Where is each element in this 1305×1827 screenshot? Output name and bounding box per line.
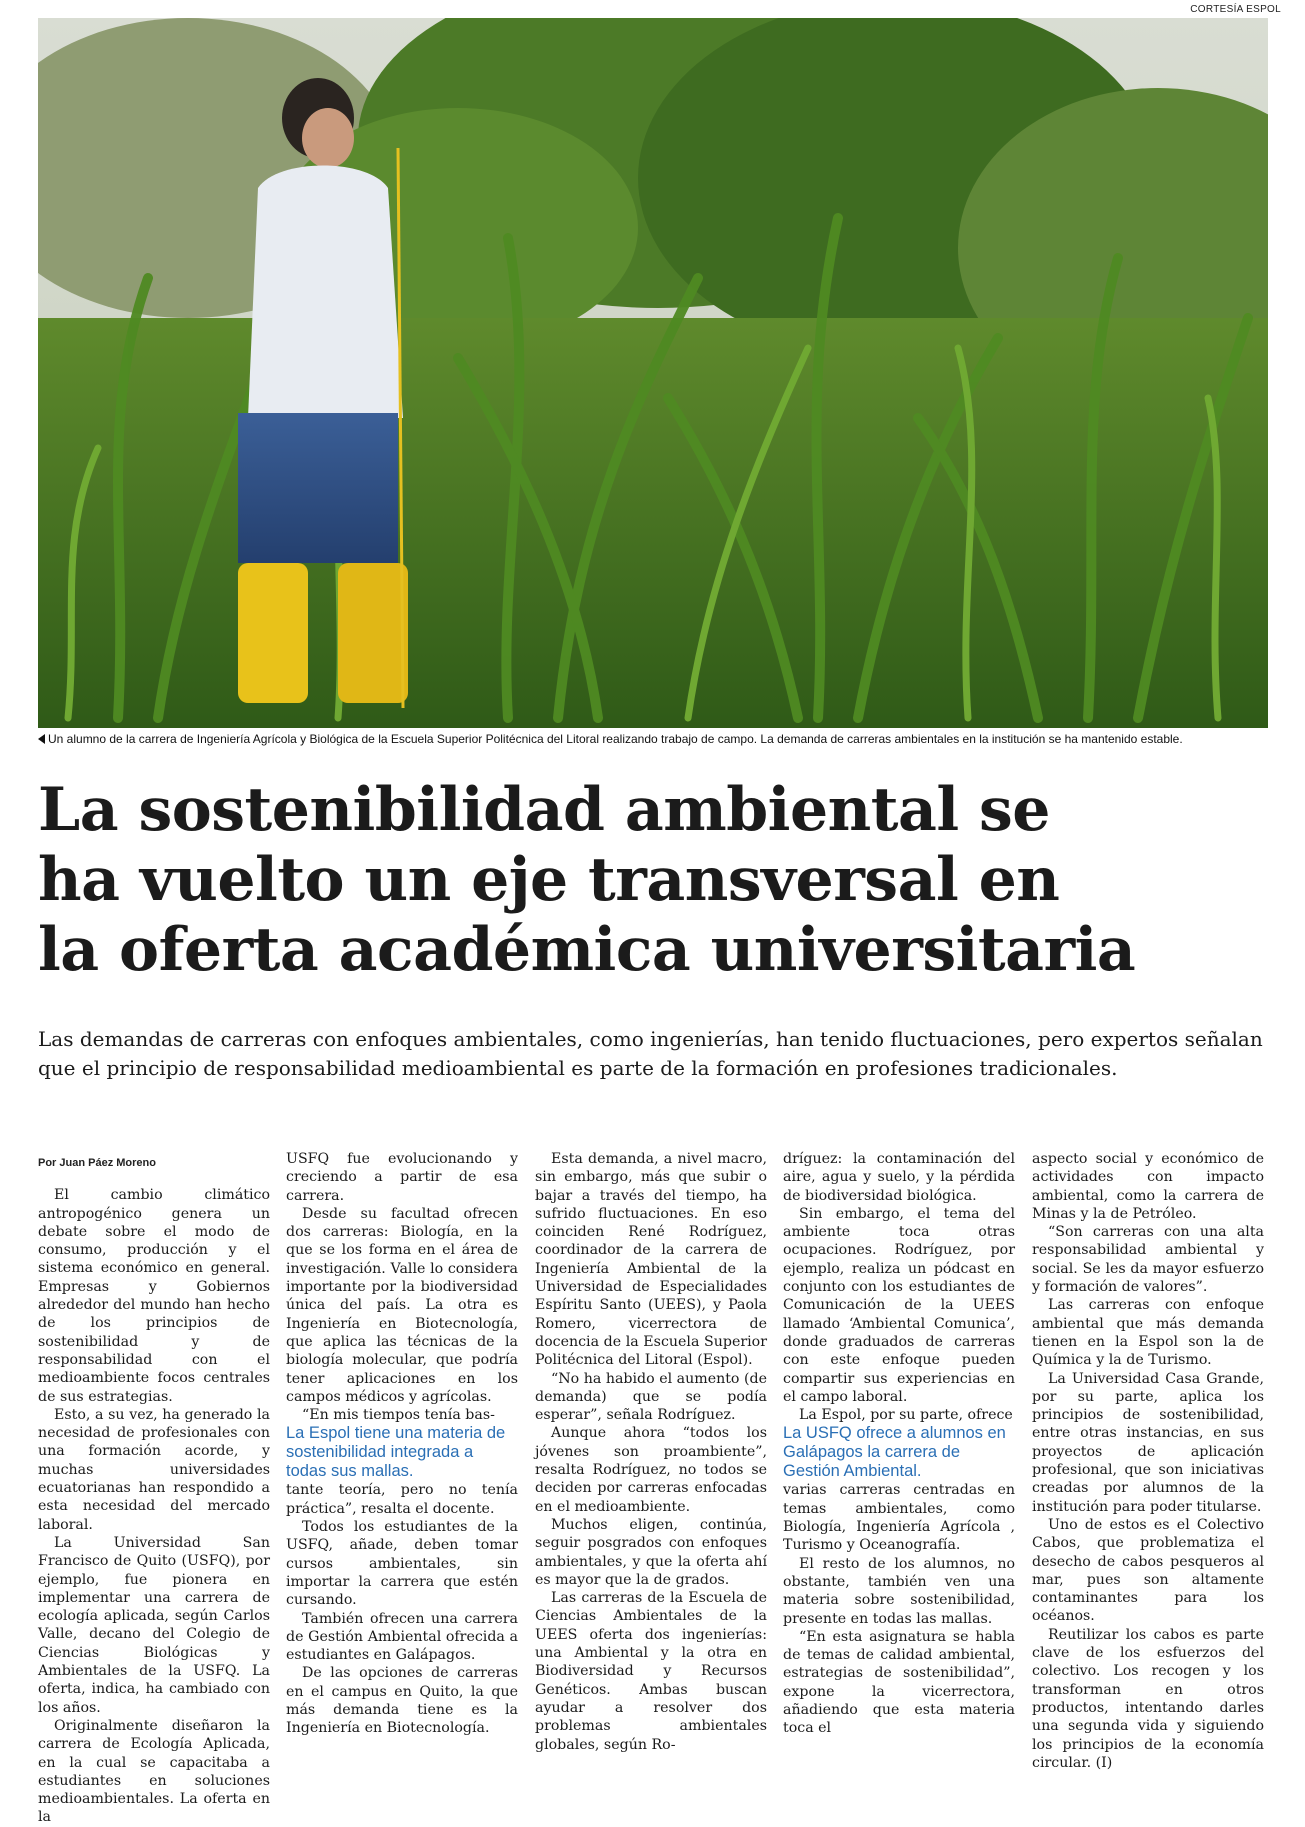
paragraph: “En mis tiempos tenía bas-: [302, 1407, 495, 1424]
headline-line: ha vuelto un eje transversal en: [38, 845, 1060, 915]
article-photo: [38, 18, 1268, 728]
paragraph: aspecto social y económico de actividades con impacto ambiental, como la carrera de Minas y la de Petróleo.: [1032, 1151, 1264, 1222]
paragraph: varias carreras centradas en temas ambientales, como Biología, Ingeniería Agrícola , Turismo y Oceanografía.: [783, 1482, 1015, 1554]
paragraph: Esto, a su vez, ha generado la necesidad de profesionales con una formación acorde, y muchas universidades ecuatorianas han respondido a esta necesidad del mercado laboral.: [38, 1406, 270, 1533]
paragraph: El resto de los alumnos, no obstante, también ven una materia sobre sostenibilidad, presente en todas las mallas.: [783, 1555, 1015, 1627]
paragraph: “No ha habido el aumento (de demanda) que se podía esperar”, señala Rodríguez.: [535, 1370, 767, 1424]
paragraph: De las opciones de carreras en el campus en Quito, la que más demanda tiene es la Ingeniería en Biotecnología.: [286, 1665, 518, 1737]
pull-quote: La Espol tiene una materia de sostenibilidad integrada a todas sus mallas.: [286, 1424, 506, 1481]
paragraph: USFQ fue evolucionando y creciendo a partir de esa carrera.: [286, 1151, 518, 1204]
paragraph: Reutilizar los cabos es parte clave de los esfuerzos del colectivo. Los recogen y los transforman en otros productos, intentando darles una segunda vida y siguiendo los principios de la economía circular. (I): [1032, 1626, 1264, 1771]
paragraph: “En esta asignatura se habla de temas de calidad ambiental, estrategias de sostenibilidad”, expone la vicerrectora, añadiendo que esta materia toca el: [783, 1628, 1015, 1737]
paragraph: La Universidad San Francisco de Quito (USFQ), por ejemplo, fue pionera en implementar una carrera de ecología aplicada, según Carlos Valle, decano del Colegio de Ciencias Biológicas y Ambientales de la USFQ. La oferta, indica, ha cambiado con los años.: [38, 1534, 270, 1716]
article-column-1: [38, 1150, 270, 1827]
article-column-2: [286, 1150, 518, 1738]
caption-marker-icon: [38, 734, 45, 744]
article-column-4: [783, 1150, 1015, 1738]
paragraph: dríguez: la contaminación del aire, agua y suelo, y la pérdida de biodiversidad biológica.: [783, 1151, 1015, 1204]
paragraph: La Espol, por su parte, ofrece: [799, 1407, 1013, 1424]
photo-caption: Un alumno de la carrera de Ingeniería Agrícola y Biológica de la Escuela Superior Politécnica del Litoral realizando trabajo de campo. La demanda de carreras ambientales en la institución se ha mantenido estable.: [38, 732, 1278, 746]
deck-subtitle: Las demandas de carreras con enfoques ambientales, como ingenierías, han tenido fluctuaciones, pero expertos señalan que el principio de responsabilidad medioambiental es parte de la formación en profesiones tradicionales.: [38, 1027, 1263, 1080]
article-column-3: [535, 1150, 767, 1754]
paragraph: tante teoría, pero no tenía práctica”, resalta el docente.: [286, 1482, 518, 1517]
paragraph: También ofrecen una carrera de Gestión Ambiental ofrecida a estudiantes en Galápagos.: [286, 1610, 518, 1664]
paragraph: Esta demanda, a nivel macro, sin embargo, más que subir o bajar a través del tiempo, ha sufrido fluctuaciones. En eso coinciden René Rodríguez, coordinador de la carrera de Ingeniería Ambiental de la Universidad de Especialidades Espíritu Santo (UEES), y Paola Romero, vicerrectora de docencia de la Escuela Superior Politécnica del Litoral (Espol).: [535, 1151, 767, 1369]
paragraph: “Son carreras con una alta responsabilidad ambiental y social. Se les da mayor esfuerzo y formación de valores”.: [1032, 1224, 1264, 1296]
pull-quote: La USFQ ofrece a alumnos en Galápagos la carrera de Gestión Ambiental.: [783, 1424, 1006, 1481]
paragraph: Sin embargo, el tema del ambiente toca otras ocupaciones. Rodríguez, por ejemplo, realiza un pódcast en conjunto con los estudiantes de Comunicación de la UEES llamado ‘Ambiental Comunica’, donde graduados de carreras con este enfoque pueden compartir sus experiencias en el campo laboral.: [783, 1205, 1015, 1405]
article-column-5: [1032, 1150, 1264, 1772]
paragraph: Aunque ahora “todos los jóvenes son proambiente”, resalta Rodríguez, no todos se deciden por carreras enfocadas en el medioambiente.: [535, 1425, 767, 1515]
paragraph: Desde su facultad ofrecen dos carreras: Biología, en la que se los forma en el área de investigación. Valle lo considera importante por la biodiversidad única del país. La otra es Ingeniería en Biotecnología, que aplica las técnicas de la biología molecular, que podría tener aplicaciones en los campos médicos y agrícolas.: [286, 1205, 518, 1405]
headline-line: La sostenibilidad ambiental se: [38, 775, 1050, 845]
paragraph: La Universidad Casa Grande, por su parte, aplica los principios de sostenibilidad, entre otras instancias, en sus proyectos de aplicación profesional, que son iniciativas creadas por alumnos de la institución para poder titularse.: [1032, 1370, 1264, 1515]
paragraph: Muchos eligen, continúa, seguir posgrados con enfoques ambientales, y que la oferta ahí es mayor que la de grados.: [535, 1516, 767, 1588]
photo-credit: CORTESÍA ESPOL: [1190, 4, 1281, 15]
headline-line: la oferta académica universitaria: [38, 915, 1136, 985]
paragraph: Uno de estos es el Colectivo Cabos, que problematiza el desecho de cabos pesqueros al mar, pues son altamente contaminantes para los océanos.: [1032, 1516, 1264, 1625]
paragraph: El cambio climático antropogénico genera un debate sobre el modo de consumo, producción y el sistema económico en general. Empresas y Gobiernos alrededor del mundo han hecho de los principios de sostenibilidad y de responsabilidad con el medioambiente focos centrales de sus estrategias.: [38, 1187, 270, 1405]
paragraph: Las carreras de la Escuela de Ciencias Ambientales de la UEES oferta dos ingenierías: una Ambiental y la otra en Biodiversidad y Recursos Genéticos. Ambas buscan ayudar a resolver dos problemas ambientales globales, según Ro-: [535, 1590, 767, 1753]
paragraph: Las carreras con enfoque ambiental que más demanda tienen en la Espol son la de Química y la de Turismo.: [1032, 1297, 1264, 1369]
byline: Por Juan Páez Moreno: [38, 1157, 156, 1169]
paragraph: Todos los estudiantes de la USFQ, añade, deben tomar cursos ambientales, sin importar la carrera que estén cursando.: [286, 1519, 518, 1609]
paragraph: Originalmente diseñaron la carrera de Ecología Aplicada, en la cual se capacitaba a estudiantes en soluciones medioambientales. La oferta en la: [38, 1717, 270, 1826]
headline: [38, 775, 1278, 985]
